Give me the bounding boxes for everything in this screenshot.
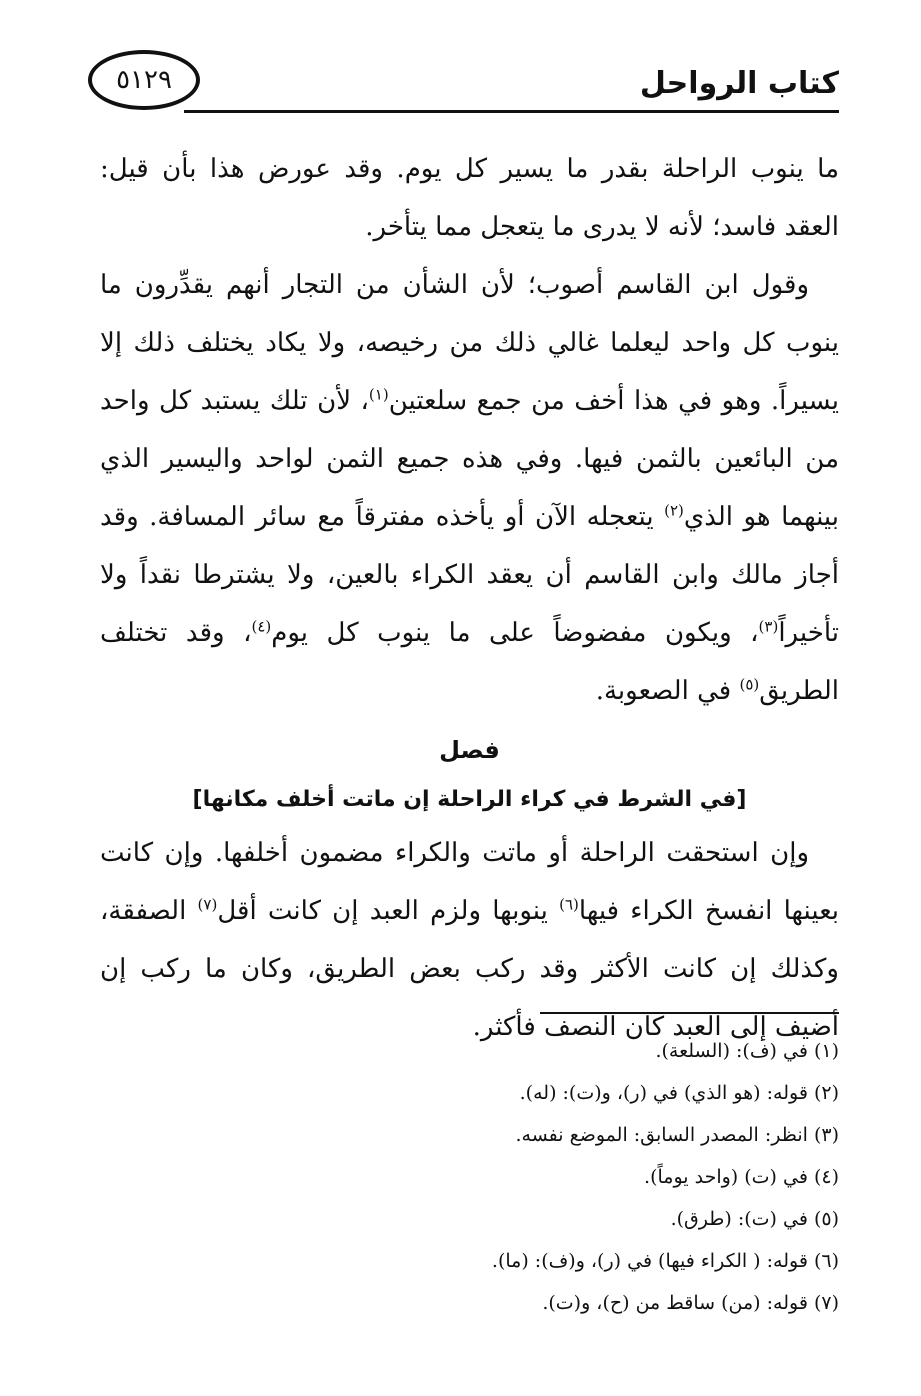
footnote-1: (١) في (ف): (السلعة). — [655, 1040, 839, 1062]
paragraph-1: ما ينوب الراحلة بقدر ما يسير كل يوم. وقد عورض هذا بأن قيل: العقد فاسد؛ لأنه لا يدرى ما يتعجل مما يتأخر. — [100, 154, 839, 242]
header-rule — [184, 110, 839, 113]
footnote-7: (٧) قوله: (من) ساقط من (ح)، و(ت). — [542, 1292, 839, 1314]
footnote-ref-6: (٦) — [559, 895, 579, 914]
footnote-ref-1: (١) — [368, 385, 389, 404]
book-title: كتاب الرواحل — [639, 66, 839, 101]
footnote-ref-3: (٣) — [758, 617, 779, 636]
paragraph-2 — [100, 256, 839, 720]
footnote-ref-2: (٢) — [664, 501, 684, 520]
paragraph-2-text-2: ، لأن تلك يستبد كل واحد من البائعين بالثمن فيها. وفي هذه جميع الثمن لواحد واليسير الذي بينهما هو الذي — [100, 386, 840, 532]
paragraph-2-text-5: ، وقد تختلف الطريق — [100, 618, 839, 706]
paragraph-3-text-2: ينوبها ولزم العبد إن كانت أقل — [217, 896, 560, 926]
footnote-ref-5: (٥) — [739, 675, 760, 694]
running-header — [88, 44, 839, 128]
footnote-4: (٤) في (ت) (واحد يوماً). — [644, 1166, 839, 1188]
paragraph-3-text-1: وإن استحقت الراحلة أو ماتت والكراء مضمون أخلفها. وإن كانت بعينها انفسخ الكراء فيها — [100, 838, 840, 926]
paragraph-3 — [100, 824, 839, 1056]
page-number-badge — [88, 50, 200, 110]
paragraph-2-text-6: في الصعوبة. — [595, 676, 740, 706]
footnote-separator — [540, 1012, 839, 1014]
section-heading: فصل — [439, 736, 500, 764]
section-subheading: [في الشرط في كراء الراحلة إن ماتت أخلف مكانها] — [192, 787, 747, 812]
paragraph-3-text-3: الصفقة، وكذلك إن كانت الأكثر وقد ركب بعض الطريق، وكان ما ركب إن أضيف إلى العبد كان النصف فأكثر. — [100, 896, 839, 1042]
page-number: ٥١٢٩ — [116, 65, 172, 95]
paragraph-2-text-1: وقول ابن القاسم أصوب؛ لأن الشأن من التجار أنهم يقدِّرون ما ينوب كل واحد ليعلما غالي ذلك من رخيصه، ولا يكاد يختلف ذلك إلا يسيراً. وهو في هذا أخف من جمع سلعتين — [100, 270, 839, 416]
footnote-6: (٦) قوله: ( الكراء فيها) في (ر)، و(ف): (ما). — [491, 1250, 839, 1272]
paragraph-2-text-4: ، ويكون مفضوضاً على ما ينوب كل يوم — [271, 618, 759, 648]
footnote-ref-7: (٧) — [197, 895, 218, 914]
footnotes — [100, 1030, 839, 1324]
footnote-2: (٢) قوله: (هو الذي) في (ر)، و(ت): (له). — [519, 1082, 839, 1104]
footnote-3: (٣) انظر: المصدر السابق: الموضع نفسه. — [515, 1124, 839, 1146]
footnote-ref-4: (٤) — [251, 617, 272, 636]
footnote-5: (٥) في (ت): (طرق). — [670, 1208, 839, 1230]
paragraph-2-text-3: يتعجله الآن أو يأخذه مفترقاً مع سائر المسافة. وقد أجاز مالك وابن القاسم أن يعقد الكراء بالعين، ولا يشترطا نقداً ولا تأخيراً — [100, 502, 839, 648]
main-text — [100, 140, 839, 1056]
